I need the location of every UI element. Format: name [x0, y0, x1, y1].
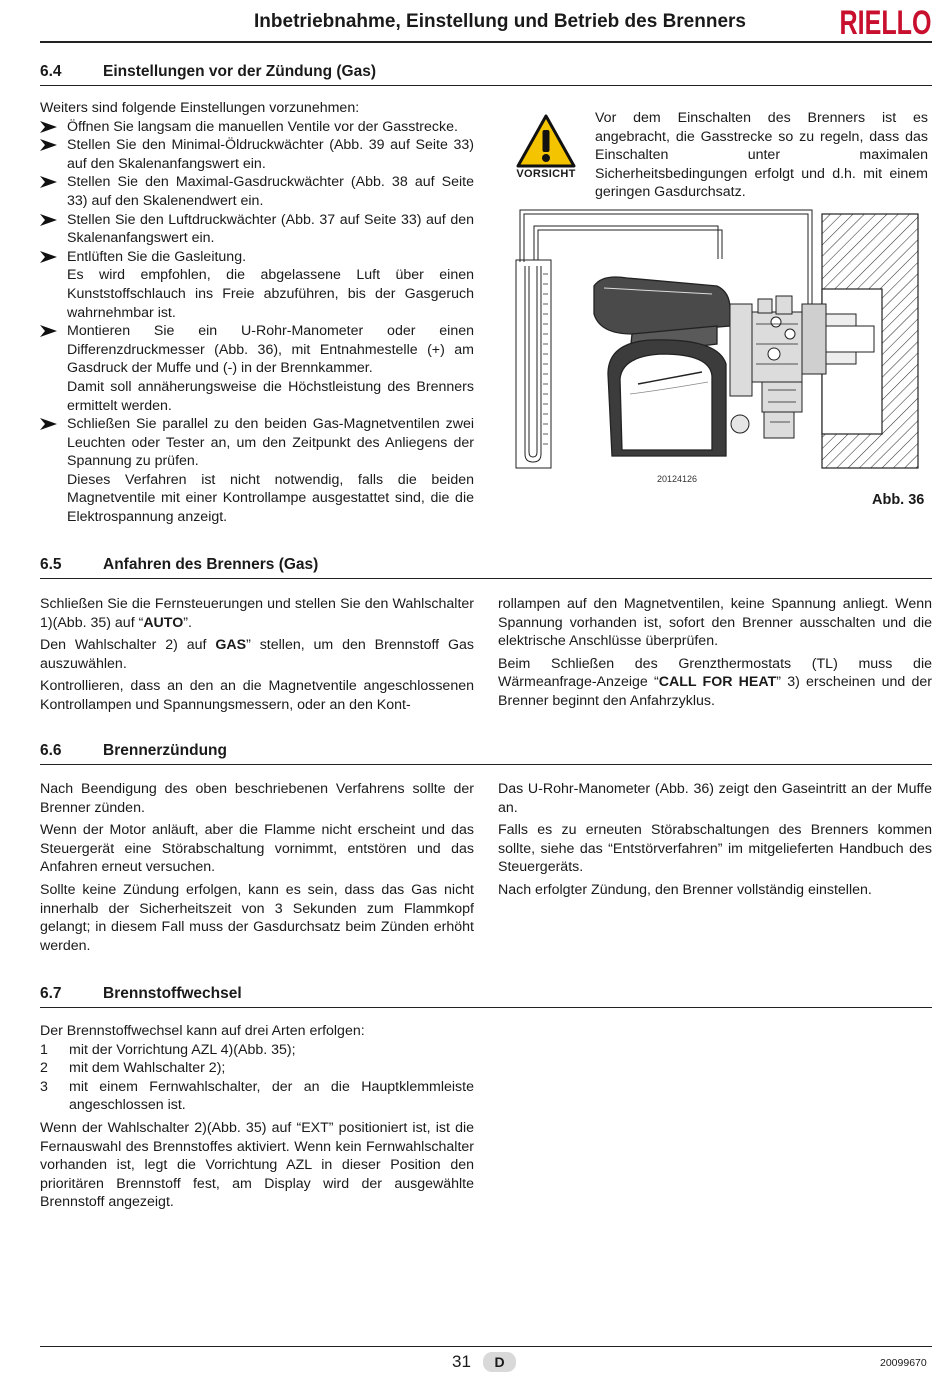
paragraph: Wenn der Wahlschalter 2)(Abb. 35) auf “EXT” positioniert ist, ist die Fernauswahl des Brennstoffes aktiviert. Wenn kein Fernwahlschalter vorhanden ist, legt die Vorrichtung AZL in dieser Position den prioritären Brennstoff fest, am Display wird der ausgewählte Brennstoff angezeigt. — [40, 1119, 474, 1211]
burner-manometer-figure — [512, 204, 920, 476]
paragraph: Sollte keine Zündung erfolgen, kann es sein, dass das Gas nicht innerhalb der Sicherheitszeit von 3 Sekunden zum Flammkopf gelangt; in diesem Fall muss der Gasdurchsatz beim Zünden erhöht werden. — [40, 881, 474, 954]
list-item: 2 mit dem Wahlschalter 2); — [40, 1060, 226, 1077]
section-number: 6.6 — [40, 742, 62, 759]
section-title: Brennstoffwechsel — [103, 985, 242, 1002]
section-6-4-body — [40, 99, 474, 527]
arrow-bullet-icon — [40, 325, 57, 337]
paragraph: Nach erfolgter Zündung, den Brenner vollständig einstellen. — [498, 881, 872, 898]
section-6-5-left — [40, 595, 474, 719]
arrow-bullet-icon — [40, 176, 57, 188]
page-header-title: Inbetriebnahme, Einstellung und Betrieb des Brenners — [254, 11, 746, 32]
arrow-bullet-icon — [40, 139, 57, 151]
paragraph: Das U-Rohr-Manometer (Abb. 36) zeigt den Gaseintritt an der Muffe an. — [498, 781, 932, 816]
header-rule — [40, 41, 932, 43]
warning-label: VORSICHT — [516, 168, 576, 180]
list-item: 3 mit einem Fernwahlschalter, der an die Hauptklemmleiste angeschlossen ist. — [40, 1078, 474, 1114]
list-item: Öffnen Sie langsam die manuellen Ventile vor der Gasstrecke. — [40, 118, 474, 137]
list-item: Schließen Sie parallel zu den beiden Gas-Magnetventilen zwei Leuchten oder Tester an, um den Zeitpunkt des Anliegens der Spannung zu prüfen. — [40, 415, 474, 471]
list-item: Stellen Sie den Luftdruckwächter (Abb. 37 auf Seite 33) auf den Skalenanfangswert ein. — [40, 211, 474, 248]
section-number: 6.7 — [40, 985, 62, 1002]
section-6-7-body — [40, 1022, 474, 1216]
section-heading-6-7 — [40, 984, 932, 1008]
document-code: 20099670 — [880, 1357, 927, 1369]
page-number: 31 — [452, 1352, 471, 1371]
section-title: Brennerzündung — [103, 742, 227, 759]
list-item: Montieren Sie ein U-Rohr-Manometer oder einen Differenzdruckmesser (Abb. 36), mit Entnahmestelle (+) am Gasdruck der Muffe und (-) in der Brennkammer. — [40, 322, 474, 378]
section-6-6-left — [40, 780, 474, 959]
arrow-bullet-icon — [40, 214, 57, 226]
section-6-6-right — [498, 780, 932, 904]
list-item: 1 mit der Vorrichtung AZL 4)(Abb. 35); — [40, 1041, 296, 1058]
list-item: Stellen Sie den Minimal-Öldruckwächter (Abb. 39 auf Seite 33) auf den Skalenanfangswert ein. — [40, 136, 474, 173]
section-heading-6-6 — [40, 741, 932, 765]
list-item: Entlüften Sie die Gasleitung. — [40, 248, 474, 267]
paragraph: rollampen auf den Magnetventilen, keine Spannung anliegt. Wenn Spannung vorhanden ist, sofort den Brenner ausschalten und die elektrische Anschlüsse überprüfen. — [498, 596, 932, 650]
section-number: 6.5 — [40, 556, 62, 573]
language-badge: D — [483, 1352, 516, 1372]
list-note: Es wird empfohlen, die abgelassene Luft über einen Kunststoffschlauch ins Freie abzuführen, bis der Gasgeruch wahrnehmbar ist. — [67, 267, 474, 321]
footer-rule — [40, 1346, 932, 1347]
paragraph: Nach Beendigung des oben beschriebenen Verfahrens sollte der Brenner zünden. — [40, 781, 474, 816]
arrow-bullet-icon — [40, 121, 57, 133]
section-title: Einstellungen vor der Zündung (Gas) — [103, 63, 376, 80]
figure-caption: Abb. 36 — [872, 492, 925, 508]
paragraph: Kontrollieren, dass an den an die Magnetventile angeschlossenen Kontrollampen und Spannungsmessern, oder an den Kont- — [40, 678, 474, 713]
arrow-bullet-icon — [40, 418, 57, 430]
list-note: Dieses Verfahren ist nicht notwendig, falls die beiden Magnetventile mit einer Kontrollampe ausgestattet sind, die die Elektrospannung anzeigt. — [67, 471, 474, 526]
section-6-5-right — [498, 595, 932, 715]
warning-text: Vor dem Einschalten des Brenners ist es angebracht, die Gasstrecke so zu regeln, dass das Einschalten unter maximalen Sicherheitsbedingungen erfolgt und d.h. mit einem geringen Gasdurchsatz. — [595, 110, 928, 201]
paragraph: Falls es zu erneuten Störabschaltungen des Brenners kommen sollte, siehe das “Entstörverfahren” im mitgelieferten Handbuch des Steuergeräts. — [498, 822, 932, 876]
intro-text: Weiters sind folgende Einstellungen vorzunehmen: — [40, 100, 360, 116]
figure-code: 20124126 — [657, 474, 698, 484]
paragraph: Beim Schließen des Grenzthermostats (TL) muss die Wärmeanfrage-Anzeige “CALL FOR HEAT” 3) erscheinen und der Brenner beginnt den Anfahrzyklus. — [498, 655, 932, 709]
paragraph: Wenn der Motor anläuft, aber die Flamme nicht erscheint und das Steuergerät eine Störabschaltung vornimmt, entstören und das Anfahren erneut versuchen. — [40, 822, 474, 876]
section-heading-6-5 — [40, 555, 932, 579]
paragraph: Den Wahlschalter 2) auf GAS” stellen, um den Brennstoff Gas auszuwählen. — [40, 637, 474, 672]
section-heading-6-4 — [40, 62, 932, 86]
svg-text:RIELLO: RIELLO — [839, 5, 932, 39]
section-number: 6.4 — [40, 63, 62, 80]
list-note: Damit soll annäherungsweise die Höchstleistung des Brenners ermittelt werden. — [67, 378, 474, 414]
section-title: Anfahren des Brenners (Gas) — [103, 556, 319, 573]
riello-logo — [839, 5, 932, 39]
intro-text: Der Brennstoffwechsel kann auf drei Arten erfolgen: — [40, 1023, 365, 1039]
paragraph: Schließen Sie die Fernsteuerungen und stellen Sie den Wahlschalter 1)(Abb. 35) auf “AUTO”. — [40, 596, 474, 631]
warning-triangle-icon — [515, 113, 577, 171]
arrow-bullet-icon — [40, 251, 57, 263]
list-item: Stellen Sie den Maximal-Gasdruckwächter (Abb. 38 auf Seite 33) auf den Skalenendwert ein. — [40, 173, 474, 210]
